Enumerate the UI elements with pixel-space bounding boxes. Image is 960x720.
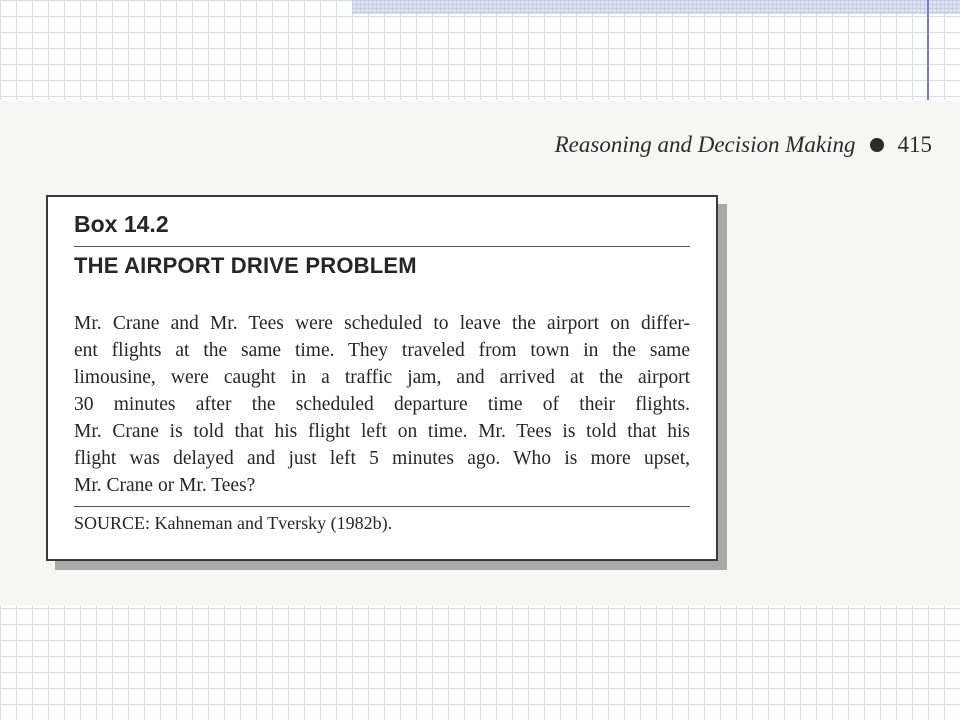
box-body xyxy=(74,310,690,499)
bullet-icon xyxy=(870,138,884,152)
box-title: THE AIRPORT DRIVE PROBLEM xyxy=(74,253,417,278)
body-line: Mr. Crane and Mr. Tees were scheduled to leave the airport on differ- xyxy=(74,313,690,334)
running-head xyxy=(555,132,932,158)
running-head-title: Reasoning and Decision Making xyxy=(554,132,856,157)
vertical-accent-rule xyxy=(927,0,929,108)
text-box xyxy=(46,195,718,561)
body-line: 30 minutes after the scheduled departure time of their flights. xyxy=(74,394,690,415)
divider-top xyxy=(74,246,690,247)
divider-bottom xyxy=(74,506,690,507)
body-line: ent flights at the same time. They traveled from town in the same xyxy=(74,340,690,361)
box-label: Box 14.2 xyxy=(74,211,169,237)
box-source: SOURCE: Kahneman and Tversky (1982b). xyxy=(74,513,393,533)
body-line: Mr. Crane or Mr. Tees? xyxy=(74,475,256,496)
body-line: limousine, were caught in a traffic jam, and arrived at the airport xyxy=(74,367,690,388)
body-line: flight was delayed and just left 5 minutes ago. Who is more upset, xyxy=(74,448,690,469)
page-number: 415 xyxy=(897,132,932,157)
header-band xyxy=(352,0,960,14)
body-line: Mr. Crane is told that his flight left on time. Mr. Tees is told that his xyxy=(74,421,690,442)
